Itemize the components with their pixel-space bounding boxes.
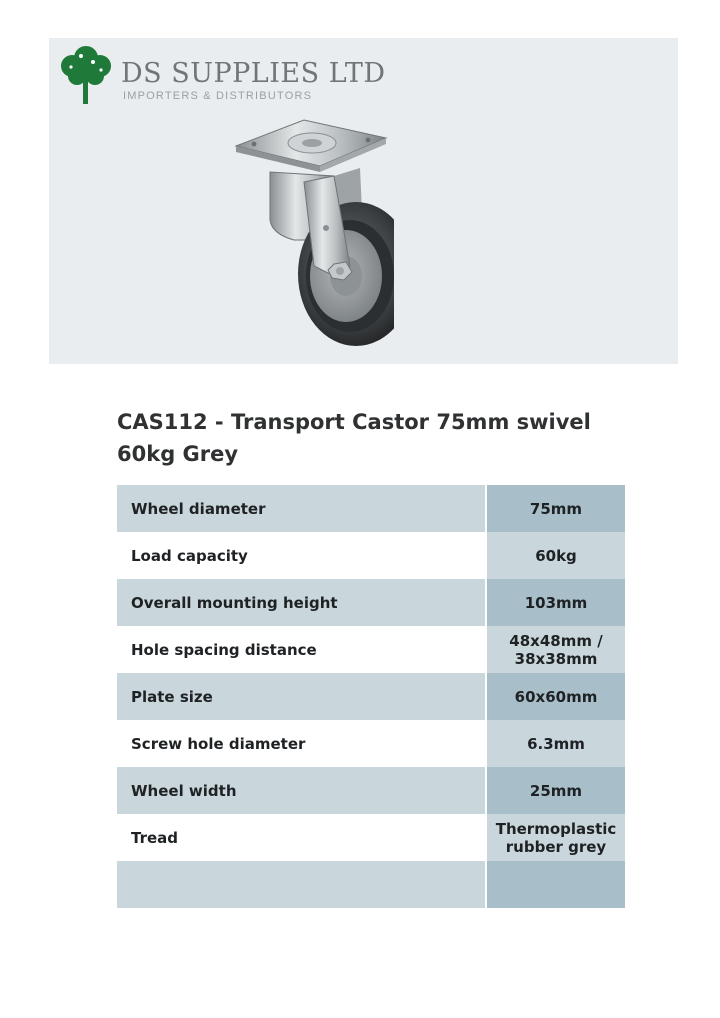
spec-value: 75mm bbox=[486, 485, 625, 532]
spec-label bbox=[117, 861, 486, 908]
tree-logo-icon bbox=[57, 42, 115, 106]
table-row bbox=[117, 673, 625, 720]
company-tagline: IMPORTERS & DISTRIBUTORS bbox=[123, 90, 313, 102]
castor-wheel-image bbox=[234, 116, 394, 352]
table-row bbox=[117, 720, 625, 767]
spec-label: Load capacity bbox=[117, 532, 486, 579]
product-hero-banner bbox=[49, 38, 678, 364]
spec-label: Hole spacing distance bbox=[117, 626, 486, 673]
spec-label: Wheel width bbox=[117, 767, 486, 814]
product-title: CAS112 - Transport Castor 75mm swivel 60kg Grey bbox=[117, 410, 591, 466]
spec-value bbox=[486, 861, 625, 908]
spec-value: 25mm bbox=[486, 767, 625, 814]
table-row bbox=[117, 532, 625, 579]
spec-value: 60kg bbox=[486, 532, 625, 579]
table-row bbox=[117, 861, 625, 908]
spec-table bbox=[117, 485, 625, 908]
table-row bbox=[117, 485, 625, 532]
spec-value: 48x48mm / 38x38mm bbox=[486, 626, 625, 673]
table-row bbox=[117, 814, 625, 861]
spec-value: Thermoplastic rubber grey bbox=[486, 814, 625, 861]
spec-value: 103mm bbox=[486, 579, 625, 626]
spec-label: Plate size bbox=[117, 673, 486, 720]
spec-label: Tread bbox=[117, 814, 486, 861]
table-row bbox=[117, 767, 625, 814]
table-row bbox=[117, 579, 625, 626]
spec-value: 6.3mm bbox=[486, 720, 625, 767]
spec-label: Wheel diameter bbox=[117, 485, 486, 532]
spec-label: Screw hole diameter bbox=[117, 720, 486, 767]
spec-value: 60x60mm bbox=[486, 673, 625, 720]
table-row bbox=[117, 626, 625, 673]
spec-label: Overall mounting height bbox=[117, 579, 486, 626]
company-name: DS SUPPLIES LTD bbox=[121, 58, 386, 89]
